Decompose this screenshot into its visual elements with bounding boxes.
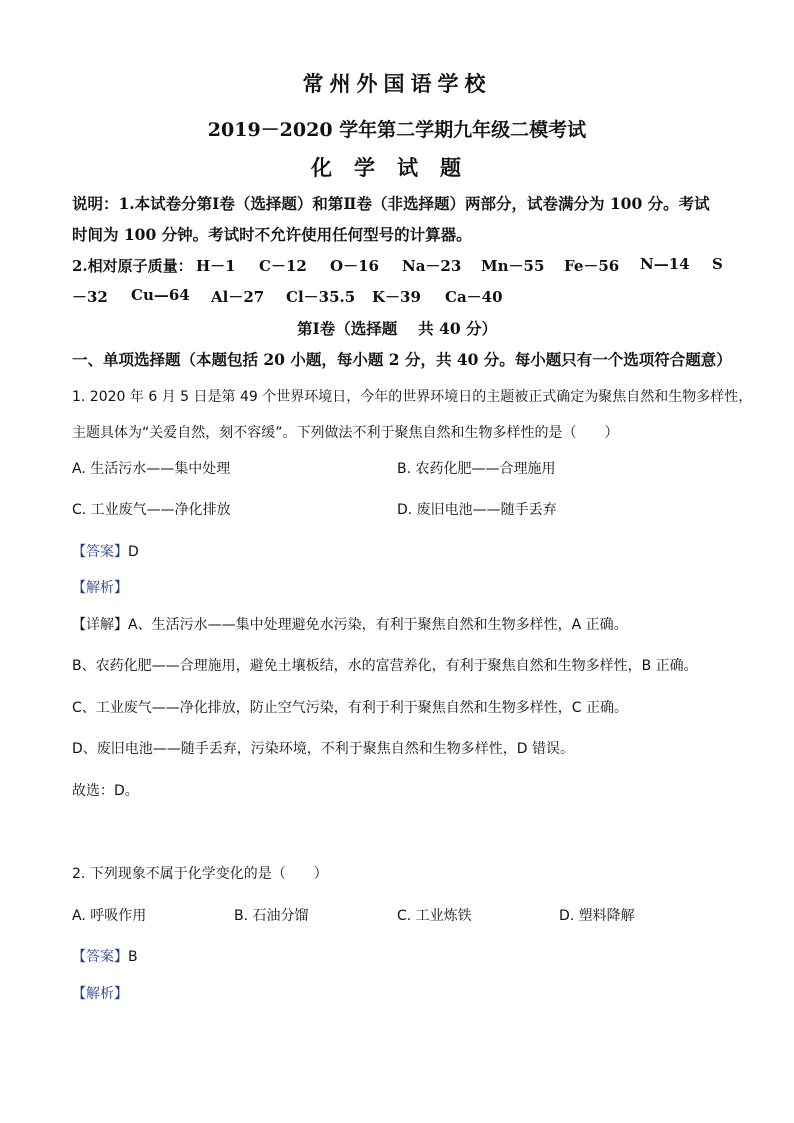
q2-option-d: D. 塑料降解 (559, 908, 635, 924)
q1-option-c: C. 工业废气——净化排放 (72, 502, 231, 518)
q1-detail-line-a (72, 614, 628, 634)
instruction-note1-line1: 说明：1.本试卷分第Ⅰ卷（选择题）和第Ⅱ卷（非选择题）两部分，试卷满分为 100 分。考试 (72, 194, 710, 213)
section-title: 第Ⅰ卷（选择题 共 40 分） (296, 319, 497, 338)
q1-option-b: B. 农药化肥——合理施用 (397, 461, 556, 477)
atomic-mass-item: C－12 (259, 257, 307, 275)
q1-stem-line2: 主题具体为“关爱自然，刻不容缓”。下列做法不利于聚焦自然和生物多样性的是（ ） (72, 425, 619, 441)
atomic-mass-item: H－1 (196, 257, 236, 275)
subject-title: 化学试题 (311, 155, 483, 180)
exam-term-title: 2019－2020 学年第二学期九年级二模考试 (207, 119, 587, 141)
atomic-mass-item: O－16 (330, 257, 379, 275)
atomic-mass-item: Na－23 (402, 257, 462, 275)
detail-label: 【详解】 (72, 617, 128, 633)
answer-label: 【答案】 (72, 949, 128, 965)
atomic-mass-item: K－39 (372, 288, 421, 306)
atomic-mass-item: S (712, 255, 723, 273)
atomic-mass-item: Al－27 (211, 288, 265, 306)
section-heading: 一、单项选择题（本题包括 20 小题，每小题 2 分，共 40 分。每小题只有一个选项符合题意） (72, 350, 732, 369)
atomic-mass-item: Cu—64 (131, 286, 190, 304)
q1-detail-line-c: C、工业废气——净化排放，防止空气污染，有利于利于聚焦自然和生物多样性，C 正确。 (72, 700, 628, 716)
q1-analysis-label (72, 577, 128, 597)
answer-value: B (128, 949, 138, 965)
analysis-label: 【解析】 (72, 580, 128, 596)
q1-option-a: A. 生活污水——集中处理 (72, 461, 231, 477)
detail-text: A、生活污水——集中处理避免水污染，有利于聚焦自然和生物多样性，A 正确。 (128, 617, 628, 633)
atomic-mass-item: Mn－55 (481, 257, 545, 275)
answer-label: 【答案】 (72, 544, 128, 560)
q1-option-d: D. 废旧电池——随手丢弃 (397, 502, 557, 518)
q1-conclusion: 故选：D。 (72, 783, 139, 799)
atomic-mass-item: Cl－35.5 (286, 288, 356, 306)
atomic-mass-item: N—14 (640, 255, 690, 273)
q1-detail-line-b: B、农药化肥——合理施用，避免土壤板结，水的富营养化，有利于聚焦自然和生物多样性，B 正确。 (72, 658, 698, 674)
q2-answer (72, 946, 138, 966)
answer-value: D (128, 544, 139, 560)
atomic-mass-item: －32 (72, 288, 108, 306)
q2-option-a: A. 呼吸作用 (72, 908, 147, 924)
q1-stem-line1: 1. 2020 年 6 月 5 日是第 49 个世界环境日，今年的世界环境日的主题被正式确定为聚焦自然和生物多样性， (72, 389, 753, 405)
analysis-label: 【解析】 (72, 986, 128, 1002)
atomic-mass-label: 2.相对原子质量： (72, 257, 193, 275)
atomic-mass-item: Ca－40 (445, 288, 503, 306)
instruction-note1-line2: 时间为 100 分钟。考试时不允许使用任何型号的计算器。 (72, 225, 472, 244)
q2-option-c: C. 工业炼铁 (397, 908, 472, 924)
q1-detail-line-d: D、废旧电池——随手丢弃，污染环境，不利于聚焦自然和生物多样性，D 错误。 (72, 741, 575, 757)
q2-stem: 2. 下列现象不属于化学变化的是（ ） (72, 866, 328, 882)
q2-option-b: B. 石油分馏 (234, 908, 309, 924)
q2-analysis-label (72, 983, 128, 1003)
atomic-mass-item: Fe－56 (564, 257, 620, 275)
q1-answer (72, 541, 139, 561)
school-name: 常州外国语学校 (302, 71, 492, 96)
